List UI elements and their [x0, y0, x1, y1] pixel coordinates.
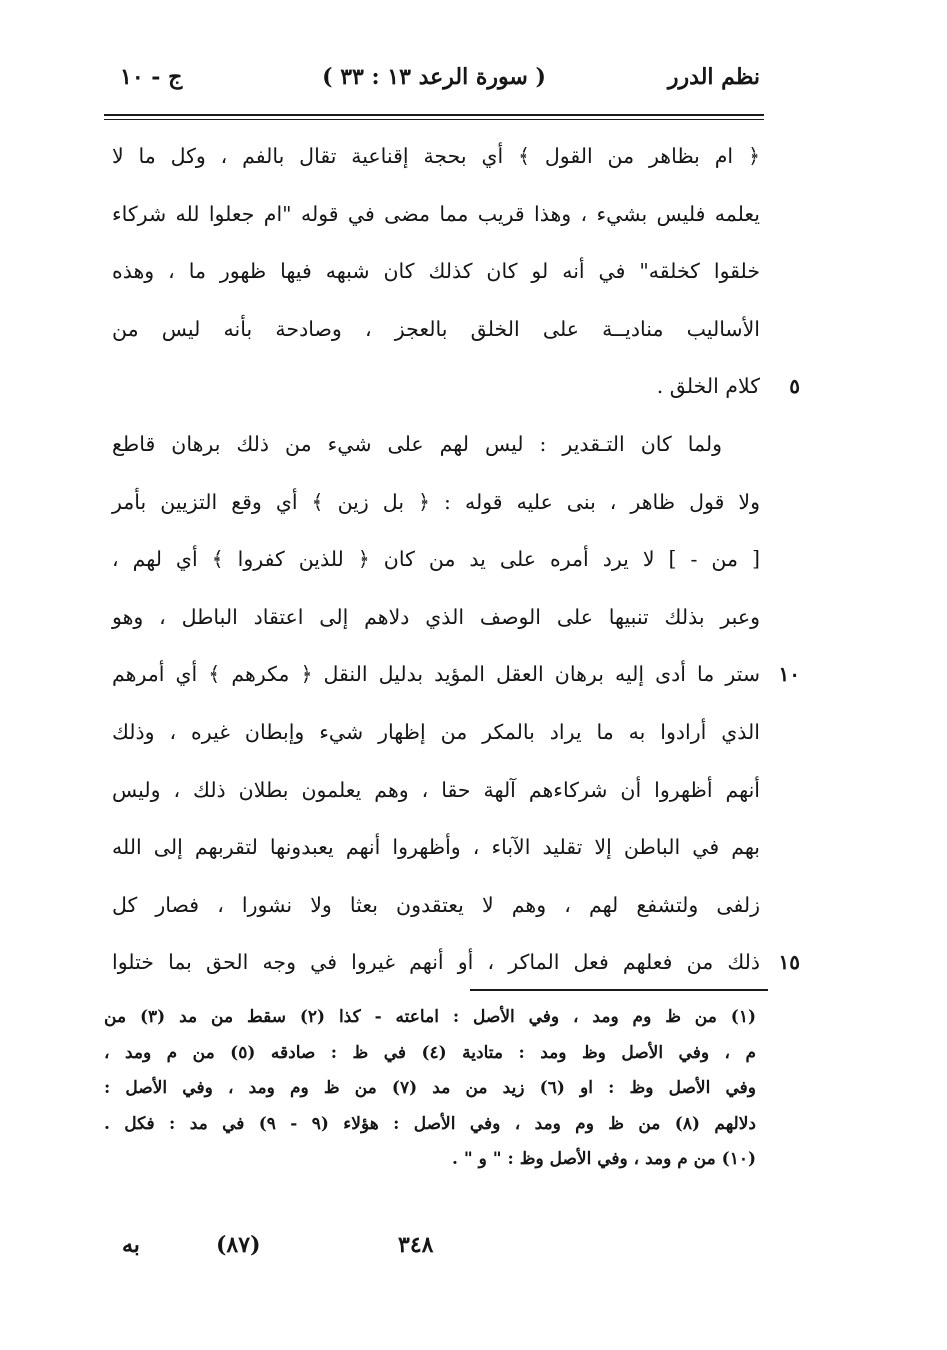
text-line-with-number [112, 358, 800, 416]
text-line: الذي أرادوا به ما يراد بالمكر من إظهار شيء وإبطان غيره ، وذلك [112, 719, 760, 744]
text-line: [ من - ] لا يرد أمره على يد من كان ﴿ للذين كفروا ﴾ أي لهم ، [112, 547, 760, 572]
page-footer [0, 1232, 947, 1272]
footnote-line: (١٠) من م ومد ، وفي الأصل وظ : " و " . [452, 1149, 756, 1169]
header-rule-thick [104, 114, 764, 116]
text-line: بهم في الباطن إلا تقليد الآباء ، وأظهروا أنهم يعبدونها لتقربهم إلى الله [112, 835, 760, 860]
page-number: ٣٤٨ [398, 1232, 434, 1258]
main-text [112, 128, 800, 992]
text-line-with-number [112, 934, 800, 992]
text-line: يعلمه فليس بشيء ، وهذا قريب مما مضى في قوله "ام جعلوا لله شركاء [112, 201, 760, 226]
footnote-line: (١) من ظ وم ومد ، وفي الأصل : اماعته - كذا (٢) سقط من مد (٣) من [104, 1007, 756, 1027]
book-title: نظم الدرر [667, 64, 760, 90]
line-number: ١٠ [778, 662, 800, 687]
text-line: ذلك من فعلهم فعل الماكر ، أو أنهم غيروا في وجه الحق بما ختلوا [112, 950, 760, 975]
footnote-line: دلالهم (٨) من ظ وم ومد ، وفي الأصل : هؤلاء (٩ - ٩) في مد : فكل . [104, 1113, 756, 1134]
running-header [108, 60, 760, 104]
text-line: وعبر بذلك تنبيها على الوصف الذي دلاهم إلى اعتقاد الباطل ، وهو [112, 604, 760, 629]
footnote-line: م ، وفي الأصل وظ ومد : متادية (٤) في ظ : صادقه (٥) من م ومد ، [104, 1042, 756, 1063]
signature-mark: به [122, 1232, 140, 1258]
footnote-line: وفي الأصل وظ : او (٦) زيد من مد (٧) من ظ وم ومد ، وفي الأصل : [104, 1078, 756, 1098]
footnote-separator [470, 989, 768, 991]
text-line: ﴿ ام بظاهر من القول ﴾ أي بحجة إقناعية تقال بالفم ، وكل ما لا [112, 144, 760, 168]
text-line-with-number [112, 646, 800, 704]
line-number: ١٥ [778, 950, 800, 975]
text-line: كلام الخلق . [656, 374, 760, 399]
text-line: ولما كان التـقدير : ليس لهم على شيء من ذلك برهان قاطع [112, 431, 722, 456]
header-rule-thin [104, 119, 764, 120]
text-line: ولا قول ظاهر ، بنى عليه قوله : ﴿ بل زين ﴾ أي وقع التزيين بأمر [112, 489, 760, 514]
text-line: ستر ما أدى إليه برهان العقل المؤيد بدليل النقل ﴿ مكرهم ﴾ أي أمرهم [112, 662, 760, 687]
footnotes [104, 1000, 756, 1178]
sheet-number: (٨٧) [216, 1232, 261, 1258]
text-line: زلفى ولتشفع لهم ، وهم لا يعتقدون بعثا ولا نشورا ، فصار كل [112, 892, 760, 917]
surah-reference: ( سورة الرعد ١٣ : ٣٣ ) [322, 64, 546, 90]
text-line: الأساليب مناديــة على الخلق بالعجز ، وصادحة بأنه ليس من [112, 316, 760, 341]
text-line: أنهم أظهروا أن شركاءهم آلهة حقا ، وهم يعلمون بطلان ذلك ، وليس [112, 777, 760, 802]
volume-label: ج - ١٠ [120, 64, 183, 90]
line-number: ٥ [789, 374, 800, 399]
text-line: خلقوا كخلقه" في أنه لو كان كذلك كان شبهه فيها ظهور ما ، وهذه [112, 259, 760, 284]
